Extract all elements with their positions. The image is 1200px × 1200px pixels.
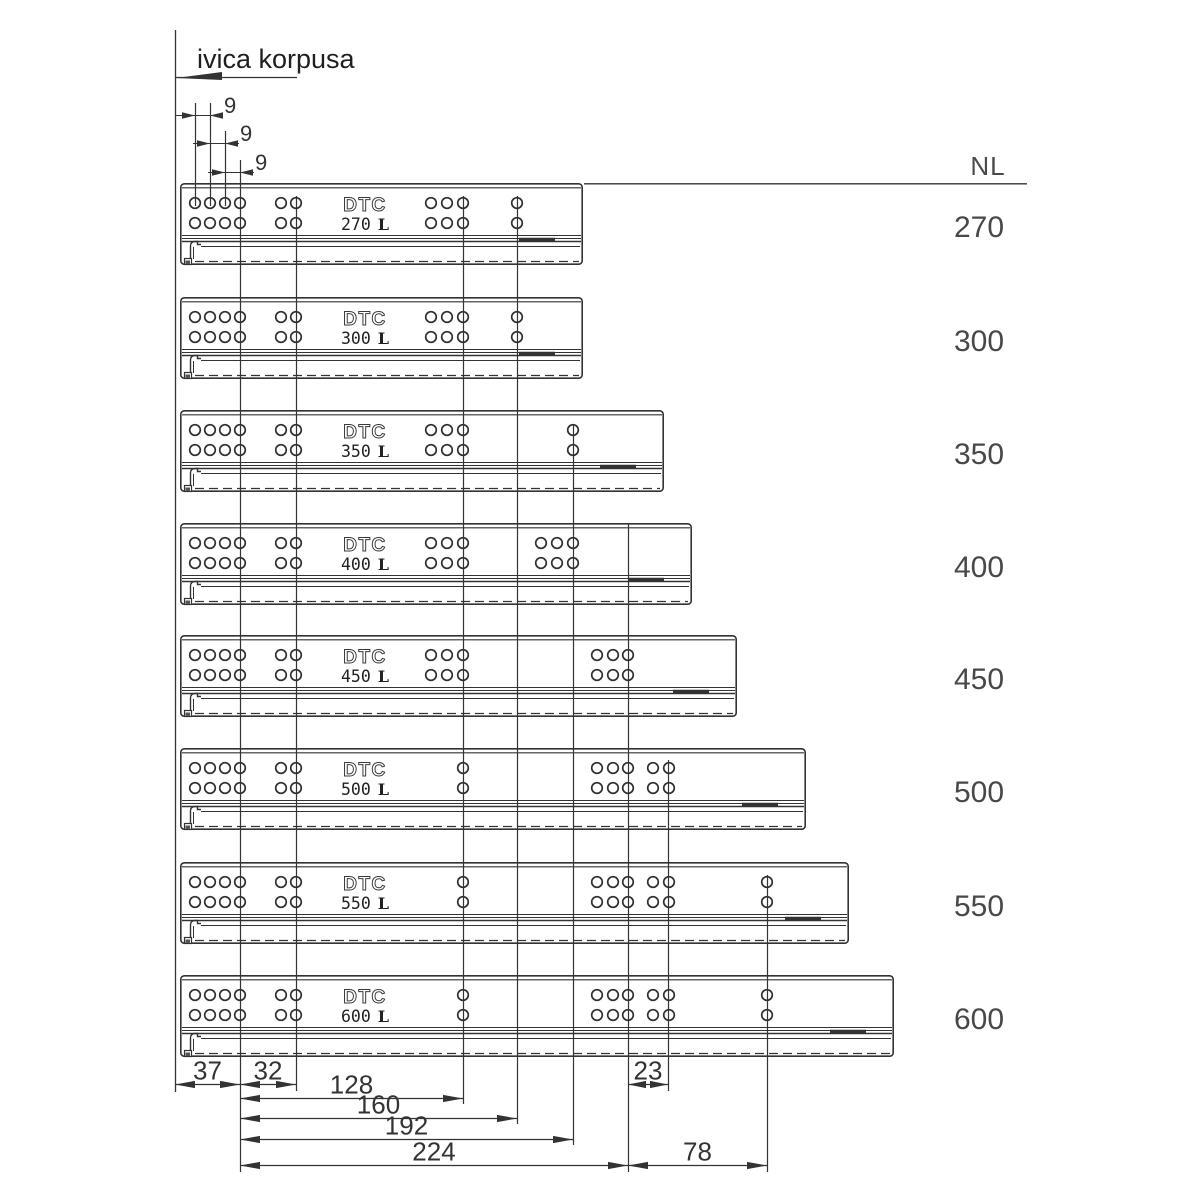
screw-hole (592, 763, 603, 774)
dimension-value: 9 (240, 121, 253, 146)
screw-hole (276, 218, 287, 229)
screw-hole (205, 783, 216, 794)
screw-hole (220, 558, 231, 569)
rail-size-number: 500 (340, 780, 371, 799)
screw-hole (190, 558, 201, 569)
screw-hole (205, 312, 216, 323)
screw-hole (220, 897, 231, 908)
screw-hole (205, 763, 216, 774)
screw-hole (220, 877, 231, 888)
screw-hole (220, 763, 231, 774)
hook-foot-pad (186, 261, 191, 265)
nl-value: 350 (953, 438, 1005, 471)
screw-hole (276, 650, 287, 661)
nl-value: 550 (953, 890, 1005, 923)
screw-hole (276, 783, 287, 794)
screw-hole (592, 670, 603, 681)
dimension-value: 160 (356, 1089, 401, 1120)
rail-size-suffix: L (377, 442, 390, 461)
screw-hole (276, 558, 287, 569)
screw-hole (220, 538, 231, 549)
rail-size-number: 350 (340, 442, 371, 461)
dimension-arrow-icon (210, 112, 223, 118)
dimension-arrow-icon (240, 1115, 260, 1122)
screw-hole (442, 650, 453, 661)
hook-foot-pad (186, 826, 191, 830)
screw-hole (608, 763, 619, 774)
rail-size-label (341, 215, 389, 234)
dtc-logo: DTC (343, 309, 387, 330)
screw-hole (190, 312, 201, 323)
screw-hole (608, 897, 619, 908)
hook-foot-pad (186, 375, 191, 379)
rail-size-label (341, 1007, 389, 1026)
screw-hole (190, 763, 201, 774)
screw-hole (276, 445, 287, 456)
screw-hole (426, 650, 437, 661)
screw-hole (190, 897, 201, 908)
screw-hole (426, 332, 437, 343)
dtc-logo: DTC (343, 535, 387, 556)
screw-hole (190, 332, 201, 343)
dtc-logo: DTC (343, 647, 387, 668)
rail-size-suffix: L (377, 894, 390, 913)
screw-hole (190, 650, 201, 661)
screw-hole (608, 650, 619, 661)
screw-hole (592, 783, 603, 794)
screw-hole (276, 897, 287, 908)
screw-hole (205, 558, 216, 569)
nl-value: 400 (953, 551, 1005, 584)
screw-hole (276, 312, 287, 323)
screw-hole (276, 763, 287, 774)
rail-size-label (341, 442, 389, 461)
dimension-arrow-icon (240, 1136, 260, 1143)
dimension-arrow-icon (220, 1081, 240, 1088)
screw-hole (426, 445, 437, 456)
dimension-arrow-icon (628, 1162, 648, 1169)
dtc-logo: DTC (343, 760, 387, 781)
screw-hole (648, 1010, 659, 1021)
rail-size-suffix: L (377, 1007, 390, 1026)
nl-value: 600 (953, 1003, 1005, 1036)
screw-hole (648, 990, 659, 1001)
screw-hole (205, 877, 216, 888)
rail-size-number: 450 (340, 667, 371, 686)
screw-hole (442, 670, 453, 681)
rail-size-label (341, 894, 389, 913)
rail-size-number: 300 (340, 329, 371, 348)
screw-hole (205, 425, 216, 436)
screw-hole (426, 218, 437, 229)
screw-hole (442, 538, 453, 549)
nl-value: 300 (953, 325, 1005, 358)
screw-hole (426, 198, 437, 209)
cabinet-edge-label: ivica korpusa (197, 44, 355, 74)
screw-hole (190, 990, 201, 1001)
dimension-arrow-icon (553, 1136, 573, 1143)
screw-hole (552, 558, 563, 569)
screw-hole (442, 218, 453, 229)
dimension-arrow-icon (225, 140, 238, 146)
screw-hole (190, 783, 201, 794)
dimension-value: 32 (253, 1055, 283, 1086)
dimension-value: 78 (683, 1136, 712, 1167)
rail-500 (181, 749, 805, 830)
screw-hole (190, 218, 201, 229)
rail-size-label (341, 329, 389, 348)
rail-size-number: 550 (340, 894, 371, 913)
screw-hole (220, 312, 231, 323)
screw-hole (608, 1010, 619, 1021)
dimension-value: 128 (329, 1069, 374, 1100)
screw-hole (592, 877, 603, 888)
screw-hole (608, 783, 619, 794)
screw-hole (442, 312, 453, 323)
dtc-logo: DTC (343, 422, 387, 443)
dimension-value: 9 (255, 150, 268, 175)
screw-hole (276, 670, 287, 681)
nl-value: 500 (953, 776, 1005, 809)
screw-hole (220, 783, 231, 794)
screw-hole (426, 670, 437, 681)
screw-hole (190, 877, 201, 888)
screw-hole (220, 650, 231, 661)
screw-hole (190, 1010, 201, 1021)
rail-550 (181, 863, 848, 944)
screw-hole (220, 990, 231, 1001)
rail-size-number: 400 (340, 555, 371, 574)
screw-hole (426, 558, 437, 569)
rail-body (181, 976, 893, 1056)
screw-hole (190, 425, 201, 436)
nl-column-header: NL (970, 151, 1006, 181)
screw-hole (276, 332, 287, 343)
dimension-arrow-icon (240, 169, 253, 175)
screw-hole (552, 538, 563, 549)
screw-hole (536, 558, 547, 569)
dtc-logo: DTC (343, 195, 387, 216)
rail-400 (181, 524, 691, 605)
hook-foot-pad (186, 713, 191, 717)
screw-hole (592, 897, 603, 908)
screw-hole (220, 332, 231, 343)
screw-hole (205, 897, 216, 908)
screw-hole (205, 538, 216, 549)
rail-body (181, 749, 805, 829)
screw-hole (205, 990, 216, 1001)
screw-hole (276, 990, 287, 1001)
dimension-arrow-icon (608, 1162, 628, 1169)
hook-foot-pad (186, 488, 191, 492)
screw-hole (205, 218, 216, 229)
screw-hole (648, 877, 659, 888)
screw-hole (442, 332, 453, 343)
dimension-value: 224 (412, 1136, 456, 1167)
rail-size-label (341, 555, 389, 574)
screw-hole (205, 1010, 216, 1021)
dimension-arrow-icon (240, 1095, 260, 1102)
screw-hole (220, 445, 231, 456)
screw-hole (190, 670, 201, 681)
hook-foot-pad (186, 1053, 191, 1057)
rail-size-number: 270 (340, 215, 371, 234)
rail-size-label (341, 667, 389, 686)
rail-size-suffix: L (377, 555, 390, 574)
rail-body (181, 411, 663, 491)
screw-hole (442, 445, 453, 456)
hook-foot-pad (186, 601, 191, 605)
screw-hole (442, 198, 453, 209)
screw-hole (220, 1010, 231, 1021)
hook-foot-pad (186, 940, 191, 944)
screw-hole (276, 1010, 287, 1021)
dimension-value: 23 (633, 1055, 663, 1086)
screw-hole (442, 425, 453, 436)
screw-hole (426, 538, 437, 549)
dimension-arrow-icon (497, 1115, 517, 1122)
nl-value: 270 (953, 211, 1005, 244)
dimension-arrow-icon (182, 112, 195, 118)
dimension-value: 37 (193, 1055, 222, 1086)
dimension-arrow-icon (240, 1162, 260, 1169)
screw-hole (276, 538, 287, 549)
rail-size-suffix: L (377, 667, 390, 686)
dimension-value: 192 (384, 1110, 429, 1141)
screw-hole (220, 218, 231, 229)
rail-size-label (341, 780, 389, 799)
screw-hole (648, 897, 659, 908)
dimension-arrow-icon (197, 140, 210, 146)
rail-size-suffix: L (377, 780, 390, 799)
dimension-arrow-icon (175, 1081, 195, 1088)
screw-hole (276, 198, 287, 209)
screw-hole (205, 445, 216, 456)
screw-hole (276, 877, 287, 888)
dimension-arrow-icon (443, 1095, 463, 1102)
dimension-value: 9 (224, 93, 237, 118)
rail-450 (181, 636, 736, 717)
dimension-arrow-icon (212, 169, 225, 175)
screw-hole (426, 312, 437, 323)
rail-size-suffix: L (377, 329, 390, 348)
screw-hole (608, 877, 619, 888)
screw-hole (190, 445, 201, 456)
dimension-arrow-icon (747, 1162, 767, 1169)
screw-hole (648, 783, 659, 794)
screw-hole (592, 1010, 603, 1021)
screw-hole (205, 332, 216, 343)
nl-value: 450 (953, 663, 1005, 696)
dtc-logo: DTC (343, 987, 387, 1008)
screw-hole (442, 558, 453, 569)
screw-hole (205, 650, 216, 661)
rail-350 (181, 411, 663, 492)
screw-hole (220, 670, 231, 681)
screw-hole (205, 670, 216, 681)
rail-600 (181, 976, 893, 1057)
screw-hole (426, 425, 437, 436)
rail-size-suffix: L (377, 215, 390, 234)
dtc-logo: DTC (343, 874, 387, 895)
screw-hole (592, 650, 603, 661)
screw-hole (608, 670, 619, 681)
screw-hole (276, 425, 287, 436)
screw-hole (592, 990, 603, 1001)
screw-hole (536, 538, 547, 549)
screw-hole (608, 990, 619, 1001)
screw-hole (190, 538, 201, 549)
screw-hole (648, 763, 659, 774)
screw-hole (220, 425, 231, 436)
rail-size-number: 600 (340, 1007, 371, 1026)
